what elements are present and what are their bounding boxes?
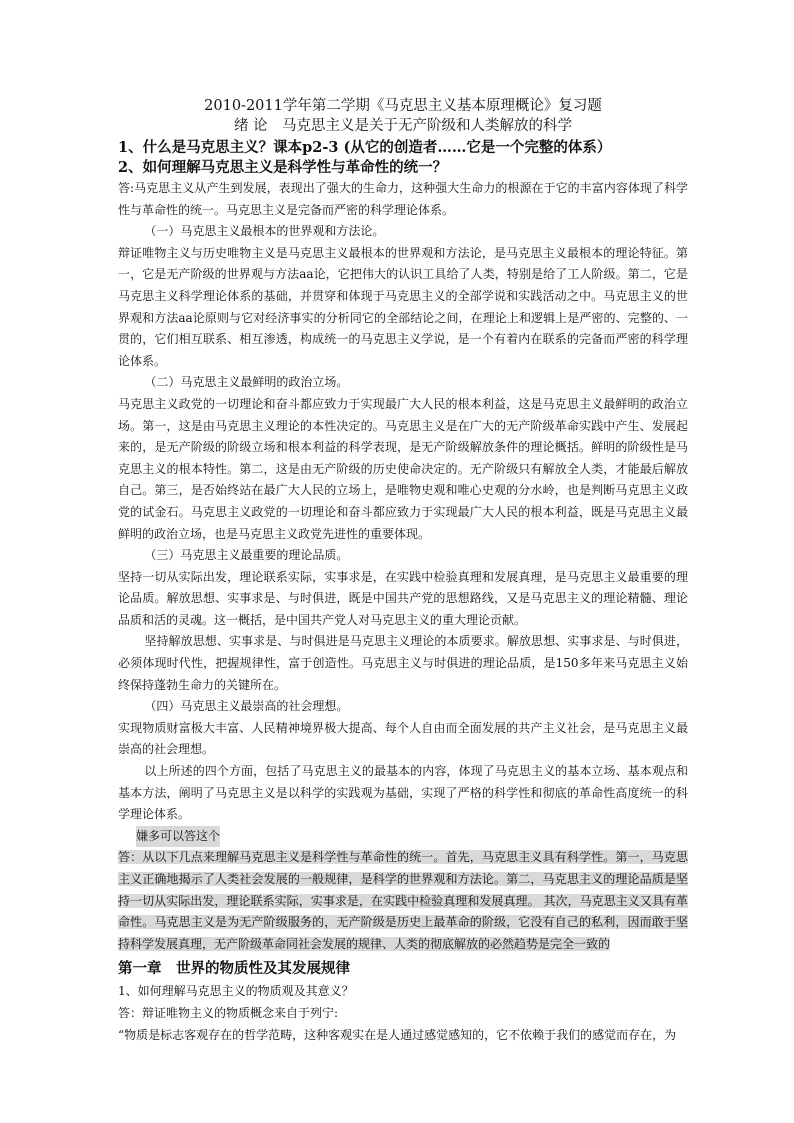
section-4-heading: （四）马克思主义最崇高的社会理想。 xyxy=(144,699,349,714)
chapter-1-answer-1: 答：辩证唯物主义的物质概念来自于列宁: xyxy=(118,1005,339,1020)
summary-paragraph: 以上所述的四个方面，包括了马克思主义的最基本的内容，体现了马克思主义的基本立场、基本观点和基本方法，阐明了马克思主义是以科学的实践观为基础，实现了严格的科学性和彻底的革命性高度统一的科学理论体系。 xyxy=(118,764,688,822)
short-answer-note: 嫌多可以答这个 xyxy=(136,826,220,848)
chapter-1-heading: 第一章 世界的物质性及其发展规律 xyxy=(118,960,350,978)
section-1-body: 辩证唯物主义与历史唯物主义是马克思主义最根本的世界观和方法论，是马克思主义最根本的理论特征。第一，它是无产阶级的世界观与方法aa论，它把伟大的认识工具给了人类，特别是给了工人阶级。第二，它是马克思主义科学理论体系的基础，并贯穿和体现于马克思主义的全部学说和实践活动之中。马克思主义的世界观和方法aa论原则与它对经济事实的分析同它的全部结论之间，在理论上和逻辑上是严密的、完整的、一贯的，它们相互联系、相互渗透，构成统一的马克思主义学说，是一个有着内在联系的完备而严密的科学理论体系。 xyxy=(118,245,688,368)
answer-intro: 答:马克思主义从产生到发展，表现出了强大的生命力，这种强大生命力的根源在于它的丰富内容体现了科学性与革命性的统一。马克思主义是完备而严密的科学理论体系。 xyxy=(118,181,688,217)
section-4-body: 实现物质财富极大丰富、人民精神境界极大提高、每个人自由而全面发展的共产主义社会，是马克思主义最崇高的社会理想。 xyxy=(118,720,688,757)
chapter-1-question-1: 1、如何理解马克思主义的物质观及其意义？ xyxy=(118,984,354,999)
section-3-body: 坚持一切从实际出发，理论联系实际，实事求是，在实践中检验真理和发展真理，是马克思主义最重要的理论品质。解放思想、实事求是、与时俱进，既是中国共产党的思想路线，又是马克思主义的理论精髓、理论品质和活的灵魂。这一概括，是中国共产党人对马克思主义的重大理论贡献。 xyxy=(118,569,688,627)
section-1-heading: （一）马克思主义最根本的世界观和方法论。 xyxy=(144,224,385,239)
chapter-1-quote: “物质是标志客观存在的哲学范畴，这种客观实在是人通过感觉感知的，它不依赖于我们的感觉而存在，为 xyxy=(118,1027,677,1042)
document-subtitle: 绪 论 马克思主义是关于无产阶级和人类解放的科学 xyxy=(233,118,573,134)
section-2-heading: （二）马克思主义最鲜明的政治立场。 xyxy=(144,375,349,390)
question-1: 1、什么是马克思主义？课本p2-3 (从它的创造者……它是一个完整的体系） xyxy=(118,139,612,156)
short-answer: 答：从以下几点来理解马克思主义是科学性与革命性的统一。首先，马克思主义具有科学性。第一，马克思主义正确地揭示了人类社会发展的一般规律，是科学的世界观和方法论。第二，马克思主义的理论品质是坚持一切从实际出发，理论联系实际，实事求是，在实践中检验真理和发展真理。 其次，马克思主义又具有革命性。马克思主义是为无产阶级服务的，无产阶级是历史上最革命的阶级，它没有自己的私利，因而敢于坚持科学发展真理，无产阶级革命同社会发展的规律、人类的彻底解放的必然趋势是完全一致的 xyxy=(118,850,688,951)
section-2-body: 马克思主义政党的一切理论和奋斗都应致力于实现最广大人民的根本利益，这是马克思主义最鲜明的政治立场。第一，这是由马克思主义理论的本性决定的。马克思主义是在广大的无产阶级革命实践中产生、发展起来的，是无产阶级的阶级立场和根本利益的科学表现，是无产阶级解放条件的理论概括。鲜明的阶级性是马克思主义的根本特性。第二，这是由无产阶级的历史使命决定的。无产阶级只有解放全人类，才能最后解放自己。第三，是否始终站在最广大人民的立场上，是唯物史观和唯心史观的分水岭，也是判断马克思主义政党的试金石。马克思主义政党的一切理论和奋斗都应致力于实现最广大人民的根本利益，既是马克思主义最鲜明的政治立场，也是马克思主义政党先进性的重要体现。 xyxy=(118,396,688,541)
question-2: 2、如何理解马克思主义是科学性与革命性的统一？ xyxy=(118,159,448,176)
section-3-body-2: 坚持解放思想、实事求是、与时俱进是马克思主义理论的本质要求。解放思想、实事求是、与时俱进，必须体现时代性，把握规律性，富于创造性。马克思主义与时俱进的理论品质，是150多年来马克思主义始终保持蓬勃生命力的关键所在。 xyxy=(118,634,688,692)
document-page xyxy=(118,96,688,1046)
section-3-heading: （三）马克思主义最重要的理论品质。 xyxy=(144,548,349,563)
document-title: 2010-2011学年第二学期《马克思主义基本原理概论》复习题 xyxy=(204,98,602,114)
